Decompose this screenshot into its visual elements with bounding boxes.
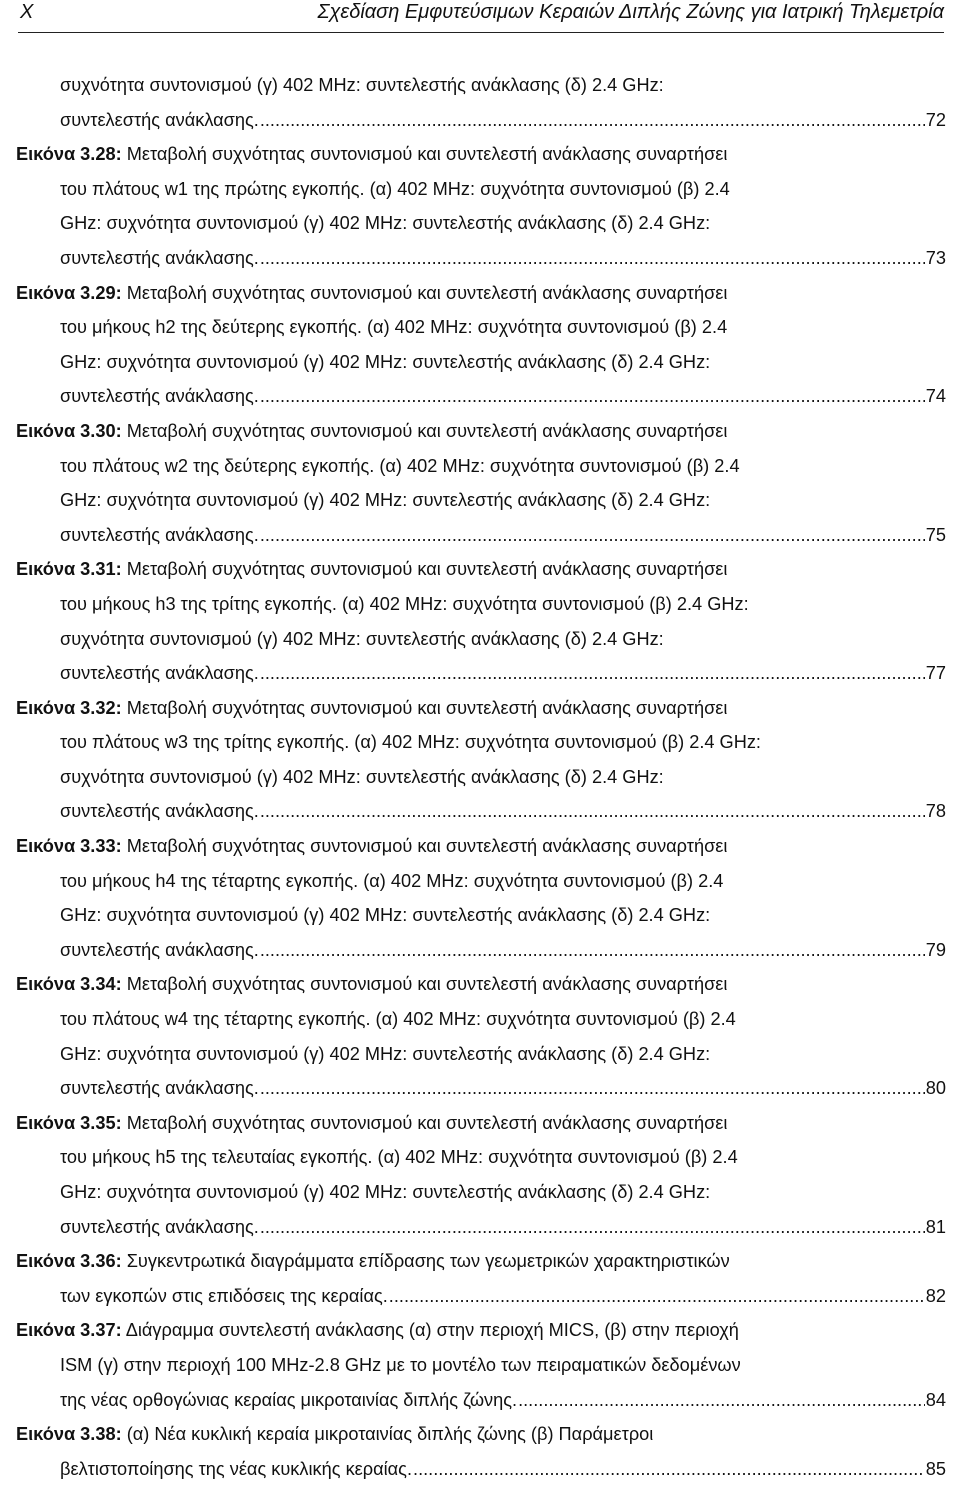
toc-page-number: 82 — [925, 1285, 946, 1306]
toc-leader-dots — [413, 1452, 925, 1487]
toc-entry-line: του πλάτους w3 της τρίτης εγκοπής. (α) 402 MHz: συχνότητα συντονισμού (β) 2.4 GHz: — [60, 732, 761, 753]
toc-entry-text: Μεταβολή συχνότητας συντονισμού και συντελεστή ανάκλασης συναρτήσει — [121, 420, 728, 441]
toc-entry-first-line — [16, 1313, 946, 1348]
toc-page-number: 78 — [925, 801, 946, 822]
toc-entry-last-line — [60, 1383, 946, 1418]
toc-entry-first-line — [16, 276, 946, 311]
toc-entry-continued-lines — [60, 1140, 946, 1244]
toc-leader-dots — [260, 103, 925, 138]
toc-entry-first-line — [16, 1106, 946, 1141]
toc-entry-last-line — [60, 794, 946, 829]
toc-entry-line: συχνότητα συντονισμού (γ) 402 MHz: συντελεστής ανάκλασης (δ) 2.4 GHz: — [60, 75, 664, 95]
running-header — [18, 0, 944, 33]
toc-entry-text: συντελεστής ανάκλασης. — [60, 386, 259, 407]
toc-entry-continued-lines — [60, 1348, 946, 1417]
toc-entry-line: του πλάτους w4 της τέταρτης εγκοπής. (α) 402 MHz: συχνότητα συντονισμού (β) 2.4 — [60, 1009, 736, 1030]
toc-leader-dots — [260, 379, 925, 414]
toc-entry-text: Μεταβολή συχνότητας συντονισμού και συντελεστή ανάκλασης συναρτήσει — [121, 144, 728, 165]
toc-entry-first-line — [16, 1244, 946, 1279]
toc-page-number: 74 — [925, 386, 946, 407]
figure-label: Εικόνα 3.33: — [16, 836, 122, 857]
figure-label: Εικόνα 3.35: — [16, 1112, 122, 1133]
toc-leader-dots — [260, 241, 925, 276]
toc-entry-continued-lines — [60, 864, 946, 968]
toc-entry-first-line — [16, 552, 946, 587]
figure-label: Εικόνα 3.30: — [16, 420, 122, 441]
toc-entry-line: GHz: συχνότητα συντονισμού (γ) 402 MHz: συντελεστής ανάκλασης (δ) 2.4 GHz: — [60, 1043, 711, 1064]
toc-entry-line: ISM (γ) στην περιοχή 100 MHz-2.8 GHz με το μοντέλο των πειραματικών δεδομένων — [60, 1354, 741, 1375]
figure-label: Εικόνα 3.34: — [16, 974, 122, 995]
toc-entry[interactable] — [16, 967, 946, 1105]
toc-entry-text: συντελεστής ανάκλασης. — [60, 1216, 259, 1237]
figure-label: Εικόνα 3.29: — [16, 282, 122, 303]
toc-entry-line: GHz: συχνότητα συντονισμού (γ) 402 MHz: συντελεστής ανάκλασης (δ) 2.4 GHz: — [60, 905, 711, 926]
toc-entry-last-line — [60, 1279, 946, 1314]
toc-entry-first-line — [16, 137, 946, 172]
toc-entry-text: Μεταβολή συχνότητας συντονισμού και συντελεστή ανάκλασης συναρτήσει — [121, 282, 728, 303]
toc-entry-text: Μεταβολή συχνότητας συντονισμού και συντελεστή ανάκλασης συναρτήσει — [121, 1112, 728, 1133]
toc-entry-first-line — [16, 967, 946, 1002]
toc-entry-continued-lines — [60, 1002, 946, 1106]
toc-entry-line: του μήκους h5 της τελευταίας εγκοπής. (α) 402 MHz: συχνότητα συντονισμού (β) 2.4 — [60, 1147, 738, 1168]
toc-entry-line: συχνότητα συντονισμού (γ) 402 MHz: συντελεστής ανάκλασης (δ) 2.4 GHz: — [60, 766, 664, 787]
toc-leader-dots — [389, 1279, 925, 1314]
toc-entry[interactable] — [16, 829, 946, 967]
toc-entry-last-line — [60, 1071, 946, 1106]
toc-entry-continued-lines — [60, 449, 946, 553]
toc-entry[interactable] — [16, 276, 946, 414]
toc-entry-text: συντελεστής ανάκλασης. — [60, 1078, 259, 1099]
toc-page-number: 79 — [925, 939, 946, 960]
toc-entry-text: Διάγραμμα συντελεστή ανάκλασης (α) στην περιοχή MICS, (β) στην περιοχή — [121, 1320, 739, 1341]
toc-entry-line: GHz: συχνότητα συντονισμού (γ) 402 MHz: συντελεστής ανάκλασης (δ) 2.4 GHz: — [60, 213, 711, 234]
toc-page-number: 84 — [925, 1389, 946, 1410]
toc-leader-dots — [260, 933, 925, 968]
toc-entry[interactable] — [16, 1313, 946, 1417]
toc-entry-last-line — [60, 656, 946, 691]
toc-entry-text: των εγκοπών στις επιδόσεις της κεραίας. — [60, 1285, 388, 1306]
toc-entry-text: συντελεστής ανάκλασης. — [60, 801, 259, 822]
toc-page-number: 80 — [925, 1078, 946, 1099]
toc-entry-first-line — [16, 414, 946, 449]
toc-entry-first-line — [16, 829, 946, 864]
figure-label: Εικόνα 3.31: — [16, 559, 122, 580]
toc-leader-dots — [260, 1210, 925, 1245]
toc-page-number: 75 — [925, 524, 946, 545]
toc-entry-line: συχνότητα συντονισμού (γ) 402 MHz: συντελεστής ανάκλασης (δ) 2.4 GHz: — [60, 628, 664, 649]
toc-entry-first-line — [16, 1417, 946, 1452]
toc-page-number: 72 — [925, 109, 946, 130]
toc-entry-text: Μεταβολή συχνότητας συντονισμού και συντελεστή ανάκλασης συναρτήσει — [121, 836, 728, 857]
toc-entry-last-line — [60, 518, 946, 553]
toc-entry[interactable] — [16, 1106, 946, 1244]
toc-entry-continued-lines — [60, 1452, 946, 1487]
toc-entry-text: βελτιστοποίησης της νέας κυκλικής κεραίας. — [60, 1458, 413, 1479]
toc-entry[interactable] — [16, 552, 946, 690]
toc-entry-text: Μεταβολή συχνότητας συντονισμού και συντελεστή ανάκλασης συναρτήσει — [121, 559, 728, 580]
toc-entry[interactable] — [16, 137, 946, 275]
toc-entry-last-line — [60, 1452, 946, 1487]
toc-entry[interactable] — [16, 691, 946, 829]
figure-label: Εικόνα 3.28: — [16, 144, 122, 165]
toc-entry-text: Συγκεντρωτικά διαγράμματα επίδρασης των γεωμετρικών χαρακτηριστικών — [121, 1251, 730, 1272]
toc-page-number: 81 — [925, 1216, 946, 1237]
toc-leader-dots — [518, 1383, 925, 1418]
toc-entry-continued-lines — [60, 1279, 946, 1314]
toc-entry-text: συντελεστής ανάκλασης. — [60, 663, 259, 684]
toc-entry-line: GHz: συχνότητα συντονισμού (γ) 402 MHz: συντελεστής ανάκλασης (δ) 2.4 GHz: — [60, 1182, 711, 1202]
toc-leader-dots — [260, 656, 925, 691]
toc-entry-continuation[interactable] — [16, 68, 946, 137]
toc-entry-text: Μεταβολή συχνότητας συντονισμού και συντελεστή ανάκλασης συναρτήσει — [121, 974, 728, 995]
figure-label: Εικόνα 3.32: — [16, 697, 122, 718]
toc-entry[interactable] — [16, 1244, 946, 1313]
toc-entry-continued-lines — [60, 587, 946, 691]
toc-leader-dots — [260, 1071, 925, 1106]
toc-entry-line: του πλάτους w2 της δεύτερης εγκοπής. (α) 402 MHz: συχνότητα συντονισμού (β) 2.4 — [60, 455, 740, 476]
toc-leader-dots — [260, 794, 925, 829]
toc-entry-line: του μήκους h3 της τρίτης εγκοπής. (α) 402 MHz: συχνότητα συντονισμού (β) 2.4 GHz: — [60, 593, 749, 614]
toc-page-number: 77 — [925, 663, 946, 684]
toc-entry-line: του μήκους h4 της τέταρτης εγκοπής. (α) 402 MHz: συχνότητα συντονισμού (β) 2.4 — [60, 870, 724, 891]
toc-entry-line: του μήκους h2 της δεύτερης εγκοπής. (α) 402 MHz: συχνότητα συντονισμού (β) 2.4 — [60, 317, 728, 338]
toc-entry-line: του πλάτους w1 της πρώτης εγκοπής. (α) 402 MHz: συχνότητα συντονισμού (β) 2.4 — [60, 178, 730, 199]
figure-label: Εικόνα 3.37: — [16, 1320, 122, 1341]
toc-entry-continued-lines — [60, 172, 946, 276]
header-chapter-mark: X — [20, 1, 34, 23]
toc-entry-line: GHz: συχνότητα συντονισμού (γ) 402 MHz: συντελεστής ανάκλασης (δ) 2.4 GHz: — [60, 351, 711, 372]
toc-entry-line: GHz: συχνότητα συντονισμού (γ) 402 MHz: συντελεστής ανάκλασης (δ) 2.4 GHz: — [60, 490, 711, 511]
toc-entry-text: συντελεστής ανάκλασης. — [60, 524, 259, 545]
toc-entry-last-line — [60, 1210, 946, 1245]
toc-entry-continued-lines — [60, 725, 946, 829]
toc-entry[interactable] — [16, 1417, 946, 1486]
toc-entry[interactable] — [16, 414, 946, 552]
toc-entry-text: συντελεστής ανάκλασης. — [60, 939, 259, 960]
figure-label: Εικόνα 3.36: — [16, 1251, 122, 1272]
toc-entry-text: Μεταβολή συχνότητας συντονισμού και συντελεστή ανάκλασης συναρτήσει — [121, 697, 728, 718]
toc-entry-continued-lines — [60, 310, 946, 414]
figure-label: Εικόνα 3.38: — [16, 1424, 122, 1445]
toc-entry-last-line — [60, 379, 946, 414]
header-title: Σχεδίαση Εμφυτεύσιμων Κεραιών Διπλής Ζώνης για Ιατρική Τηλεμετρία — [317, 1, 944, 23]
toc-entry-text: συντελεστής ανάκλασης. — [60, 247, 259, 268]
toc-entry-last-line — [60, 241, 946, 276]
toc-entry-text: (α) Νέα κυκλική κεραία μικροταινίας διπλής ζώνης (β) Παράμετροι — [121, 1424, 654, 1445]
toc-entry-text: της νέας ορθογώνιας κεραίας μικροταινίας διπλής ζώνης. — [60, 1389, 518, 1410]
toc-leader-dots — [260, 518, 925, 553]
list-of-figures — [16, 68, 946, 1486]
toc-entry-first-line — [16, 691, 946, 726]
toc-page-number: 73 — [925, 247, 946, 268]
toc-entry-text: συντελεστής ανάκλασης. — [60, 109, 259, 130]
toc-entry-last-line — [60, 933, 946, 968]
toc-page-number: 85 — [925, 1458, 946, 1479]
toc-entry-last-line — [60, 103, 946, 138]
